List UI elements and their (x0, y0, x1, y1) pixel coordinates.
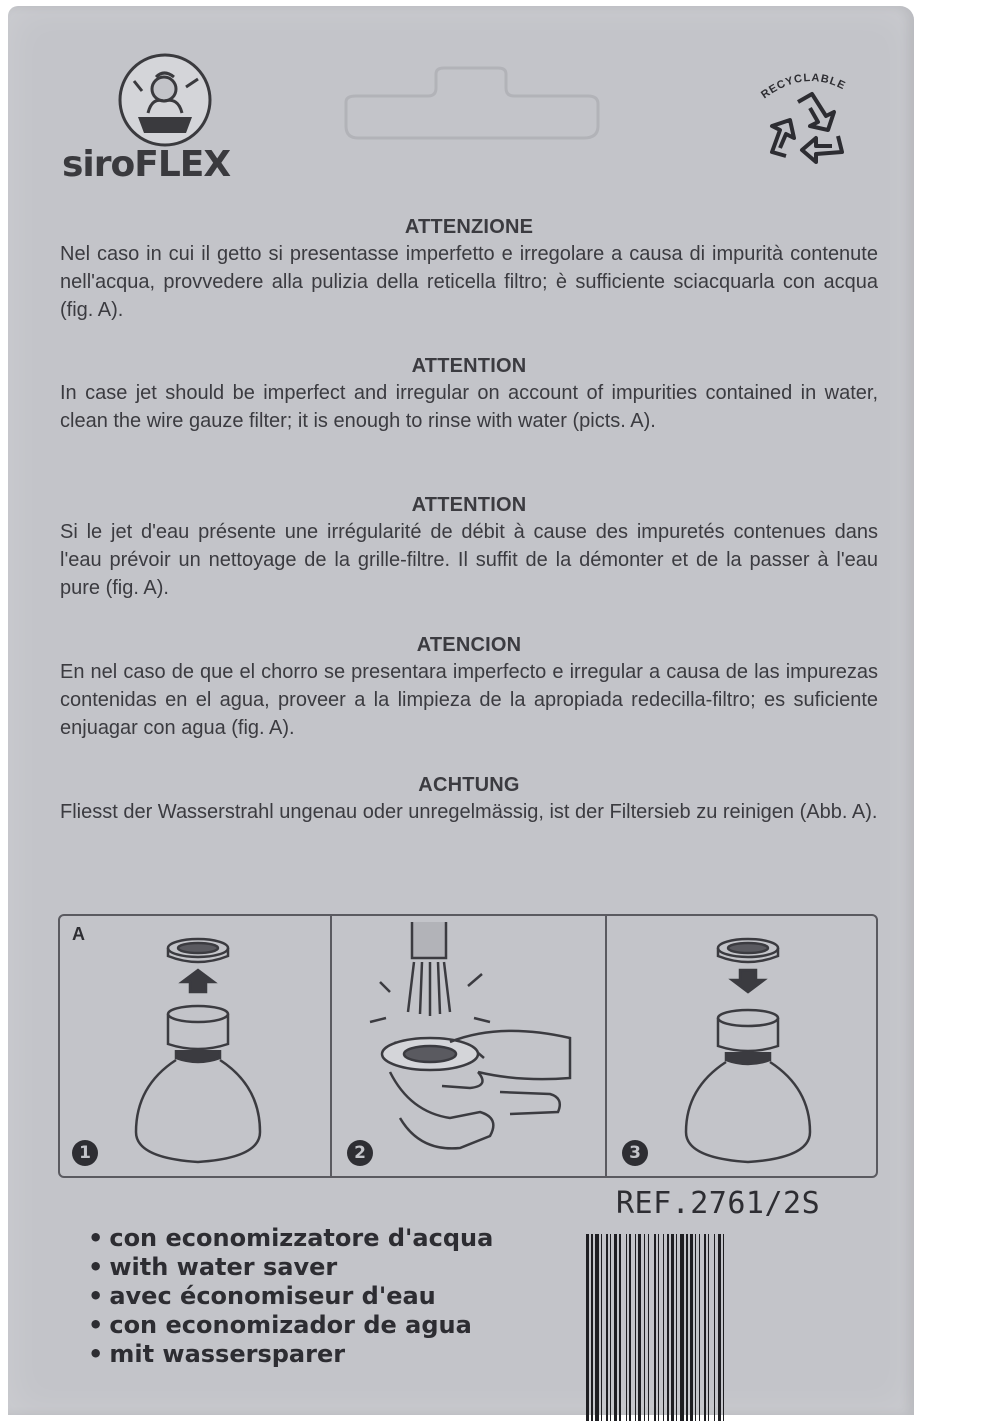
refit-filter-icon (668, 926, 848, 1171)
section-body: En nel caso de que el chorro se presentara imperfecto e irregular a causa de las impurezas contenidas en el agua, proveer a la limpieza de la apropiada redecilla-filtro; es suficiente enjuagar con agua (fig. A). (60, 661, 878, 739)
panel-divider (605, 916, 607, 1176)
section-body: In case jet should be imperfect and irregular on account of impurities contained in water, clean the wire gauze filter; it is enough to rinse with water (picts. A). (60, 382, 878, 432)
feature-text: avec économiseur d'eau (109, 1282, 436, 1310)
section-english (60, 353, 878, 435)
rinse-filter-icon (350, 922, 600, 1172)
feature-text: mit wassersparer (109, 1340, 346, 1368)
product-card-back (8, 6, 914, 1415)
remove-filter-icon (120, 926, 300, 1171)
section-title: ACHTUNG (418, 774, 520, 796)
section-title: ATTENTION (411, 494, 527, 516)
section-spanish (60, 632, 878, 742)
feature-item: • con economizador de agua (88, 1311, 472, 1339)
barcode (586, 1234, 862, 1421)
section-french (60, 492, 878, 602)
feature-item: • avec économiseur d'eau (88, 1282, 436, 1310)
feature-text: con economizador de agua (109, 1311, 472, 1339)
figure-label: A (72, 924, 85, 944)
step-number: 1 (72, 1140, 98, 1166)
section-body: Nel caso in cui il getto si presentasse imperfetto e irregolare a causa di impurità contenute nell'acqua, provvedere alla pulizia della reticella filtro; è sufficiente sciacquarla con acqua (fig. A). (60, 243, 878, 321)
section-title: ATTENTION (411, 355, 527, 377)
recycle-icon (746, 64, 876, 174)
section-german (60, 772, 878, 826)
recycle-label: RECYCLABLE (759, 71, 848, 102)
section-body: Fliesst der Wasserstrahl ungenau oder unregelmässig, ist der Filtersieb zu reinigen (Abb. A). (60, 801, 878, 823)
feature-text: con economizzatore d'acqua (109, 1224, 494, 1252)
section-title: ATTENZIONE (404, 216, 534, 238)
feature-text: with water saver (109, 1253, 338, 1281)
plumber-mascot-icon (116, 51, 214, 149)
feature-item: • con economizzatore d'acqua (88, 1224, 494, 1252)
step-number: 2 (347, 1140, 373, 1166)
feature-item: • with water saver (88, 1253, 338, 1281)
product-reference: REF.2761/2S (616, 1186, 821, 1221)
feature-list (88, 1224, 493, 1369)
panel-divider (330, 916, 332, 1176)
section-body: Si le jet d'eau présente une irrégularité de débit à cause des impuretés contenues dans l'eau prévoir un nettoyage de la grille-filtre. Il suffit de la démonter et de la passer à l'eau pure (fig. A). (60, 521, 878, 599)
feature-item: • mit wassersparer (88, 1340, 346, 1368)
hang-slot (326, 66, 616, 150)
figure-a (58, 914, 878, 1178)
section-italian (60, 214, 878, 324)
brand-name: siroFLEX (62, 144, 231, 185)
section-title: ATENCION (416, 634, 522, 656)
step-number: 3 (622, 1140, 648, 1166)
